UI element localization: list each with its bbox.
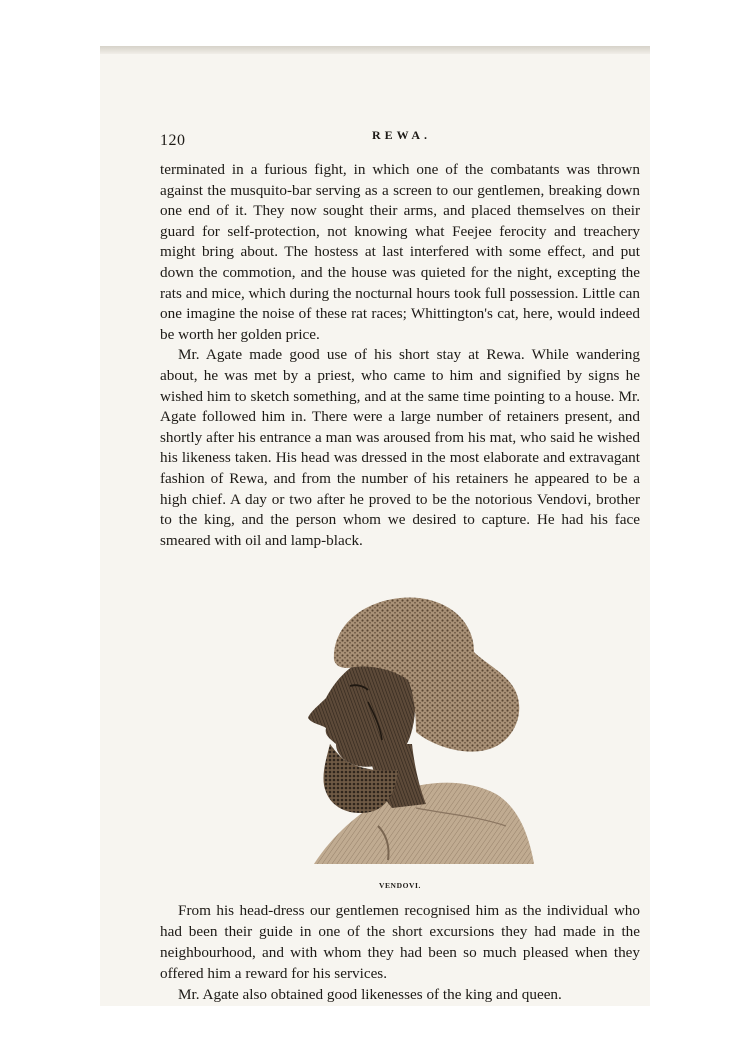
figure-caption: VENDOVI. <box>378 881 422 890</box>
running-head <box>160 128 640 150</box>
paragraph: Mr. Agate also obtained good likenesses of the king and queen. <box>178 986 562 1003</box>
paragraph: From his head-dress our gentlemen recognised him as the individual who had been their guide in one of the short excursions they had made in the neighbourhood, and with whom they had been so much pleased when they offered him a reward for his services. <box>160 902 640 982</box>
body-text-top <box>160 160 640 551</box>
paragraph: Mr. Agate made good use of his short stay at Rewa. While wandering about, he was met by a priest, who came to him and signified by signs he wished him to sketch something, and at the same time pointing to a house. Mr. Agate followed him in. There were a large number of retainers present, and shortly after his entrance a man was aroused from his mat, who said he wished his likeness taken. His head was dressed in the most elaborate and extravagant fashion of Rewa, and from the number of his retainers he appeared to be a high chief. A day or two after he proved to be the notorious Vendovi, brother to the king, and the person whom we desired to capture. He had his face smeared with oil and lamp-black. <box>160 346 640 549</box>
paragraph: terminated in a furious fight, in which one of the combatants was thrown against the musquito-bar serving as a screen to our gentlemen, breaking down one end of it. They now sought their arms, and placed themselves on their guard for self-protection, not knowing what Feejee ferocity and treachery might bring about. The hostess at last interfered with some effect, and put down the commotion, and the house was quieted for the night, excepting the rats and mice, which during the nocturnal hours took full possession. Little can one imagine the noise of these rat races; Whittington's cat, here, would indeed be worth her golden price. <box>160 161 640 343</box>
portrait-illustration <box>296 594 536 870</box>
running-title: REWA. <box>372 128 432 142</box>
vendovi-engraving <box>296 594 536 870</box>
page-edge <box>100 46 650 54</box>
page-number: 120 <box>160 132 186 149</box>
body-text-bottom <box>160 900 640 1005</box>
